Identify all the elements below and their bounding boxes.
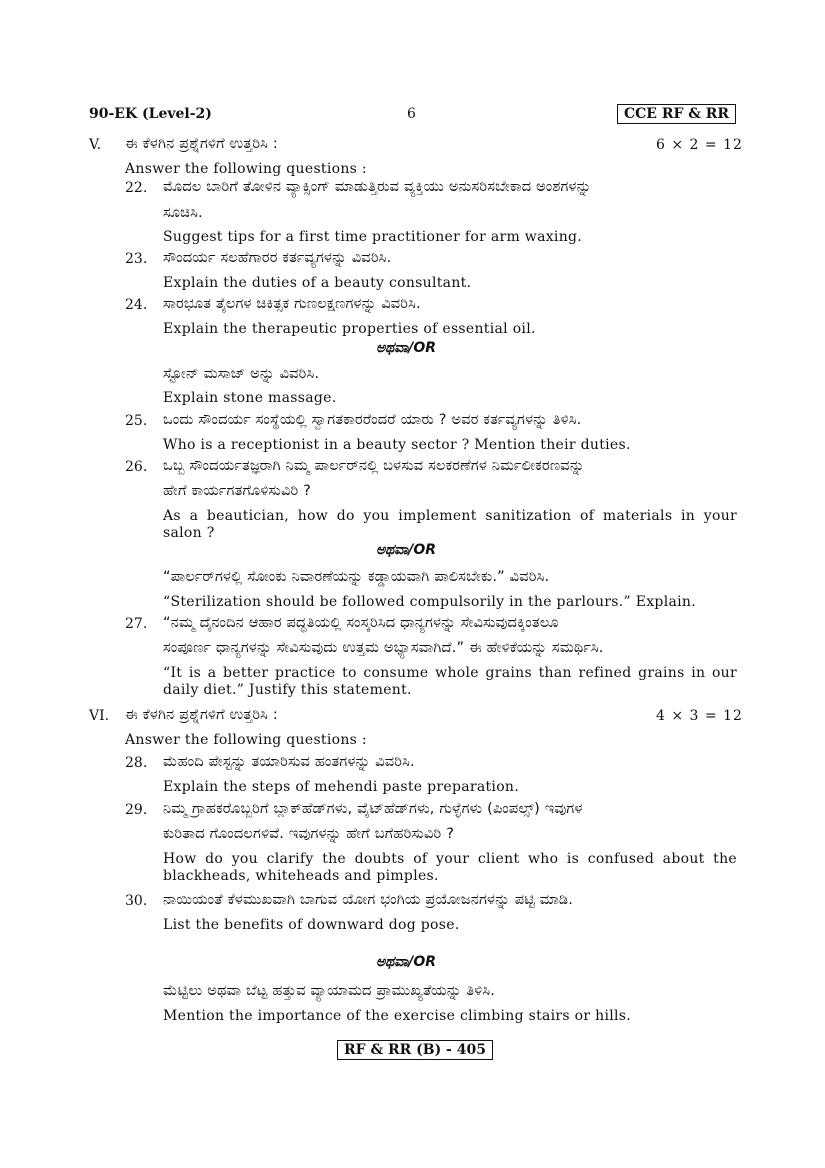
- question-28-en: Explain the steps of mehendi paste preparation.: [163, 779, 519, 795]
- question-30-en: List the benefits of downward dog pose.: [163, 917, 460, 933]
- question-29-kn-line2: ಕುರಿತಾದ ಗೊಂದಲಗಳಿವೆ. ಇವುಗಳನ್ನು ಹೇಗೆ ಬಗೆಹರಿಸುವಿರಿ ?: [163, 826, 455, 842]
- question-29-en: How do you clarify the doubts of your client who is confused about the blackheads, whiteheads and pimples.: [163, 851, 737, 884]
- question-27-en: “It is a better practice to consume whole grains than refined grains in our daily diet.” Justify this statement.: [163, 665, 737, 698]
- question-25-kn: ಒಂದು ಸೌಂದರ್ಯ ಸಂಸ್ಥೆಯಲ್ಲಿ ಸ್ವಾಗತಕಾರರೆಂದರೆ ಯಾರು ? ಅವರ ಕರ್ತವ್ಯಗಳನ್ನು ತಿಳಿಸಿ.: [163, 412, 582, 428]
- question-29-kn-line1: ನಿಮ್ಮ ಗ್ರಾಹಕರೊಬ್ಬರಿಗೆ ಬ್ಲಾಕ್‌ಹೆಡ್‌ಗಳು, ವೈಟ್‌ಹೆಡ್‌ಗಳು, ಗುಳ್ಳೆಗಳು (ಪಿಂಪಲ್ಸ್) ಇವುಗಳ: [163, 801, 583, 817]
- section-v-marks: 6 × 2 = 12: [656, 137, 743, 153]
- question-24-en: Explain the therapeutic properties of essential oil.: [163, 321, 536, 337]
- question-number: 22.: [125, 180, 148, 196]
- or-separator: ಅಥವಾ/OR: [376, 542, 436, 558]
- question-24-kn: ಸಾರಭೂತ ತೈಲಗಳ ಚಿಕಿತ್ಸಕ ಗುಣಲಕ್ಷಣಗಳನ್ನು ವಿವರಿಸಿ.: [163, 296, 421, 312]
- section-v-instruction-en: Answer the following questions :: [125, 161, 367, 177]
- question-27-kn-line1: “ನಮ್ಮ ದೈನಂದಿನ ಆಹಾರ ಪದ್ಧತಿಯಲ್ಲಿ ಸಂಸ್ಕರಿಸಿದ ಧಾನ್ಯಗಳನ್ನು ಸೇವಿಸುವುದಕ್ಕಿಂತಲೂ: [163, 615, 559, 631]
- question-number: 30.: [125, 893, 148, 909]
- question-27-kn-line2: ಸಂಪೂರ್ಣ ಧಾನ್ಯಗಳನ್ನು ಸೇವಿಸುವುದು ಉತ್ತಮ ಅಭ್ಯಾಸವಾಗಿದೆ.” ಈ ಹೇಳಿಕೆಯನ್ನು ಸಮರ್ಥಿಸಿ.: [163, 640, 604, 656]
- or-separator: ಅಥವಾ/OR: [376, 340, 436, 356]
- question-30-alt-kn: ಮೆಟ್ಟಿಲು ಅಥವಾ ಬೆಟ್ಟ ಹತ್ತುವ ವ್ಯಾಯಾಮದ ಪ್ರಾಮುಖ್ಯತೆಯನ್ನು ತಿಳಿಸಿ.: [163, 983, 496, 999]
- footer-page-code: RF & RR (B) - 405: [337, 1040, 493, 1060]
- question-number: 27.: [125, 616, 148, 632]
- question-26-alt-kn: “ಪಾರ್ಲರ್‌ಗಳಲ್ಲಿ ಸೋಂಕು ನಿವಾರಣೆಯನ್ನು ಕಡ್ಡಾಯವಾಗಿ ಪಾಲಿಸಬೇಕು.” ವಿವರಿಸಿ.: [163, 569, 550, 585]
- question-24-alt-en: Explain stone massage.: [163, 390, 337, 406]
- question-number: 26.: [125, 459, 148, 475]
- question-22-en: Suggest tips for a first time practitioner for arm waxing.: [163, 229, 583, 245]
- question-22-kn-line2: ಸೂಚಿಸಿ.: [163, 205, 203, 221]
- or-separator: ಅಥವಾ/OR: [376, 954, 436, 970]
- question-28-kn: ಮೆಹಂದಿ ಪೇಸ್ಟನ್ನು ತಯಾರಿಸುವ ಹಂತಗಳನ್ನು ವಿವರಿಸಿ.: [163, 754, 415, 770]
- question-23-kn: ಸೌಂದರ್ಯ ಸಲಹೆಗಾರರ ಕರ್ತವ್ಯಗಳನ್ನು ವಿವರಿಸಿ.: [163, 250, 392, 266]
- exam-scheme-badge: CCE RF & RR: [617, 104, 736, 124]
- question-25-en: Who is a receptionist in a beauty sector ? Mention their duties.: [163, 437, 631, 453]
- paper-code: 90-EK (Level-2): [89, 106, 212, 122]
- question-30-kn: ನಾಯಿಯಂತೆ ಕೆಳಮುಖವಾಗಿ ಬಾಗುವ ಯೋಗ ಭಂಗಿಯ ಪ್ರಯೋಜನಗಳನ್ನು ಪಟ್ಟಿ ಮಾಡಿ.: [163, 892, 574, 908]
- question-30-alt-en: Mention the importance of the exercise climbing stairs or hills.: [163, 1008, 632, 1024]
- question-number: 28.: [125, 755, 148, 771]
- page-number: 6: [407, 106, 416, 122]
- question-number: 29.: [125, 802, 148, 818]
- section-vi-instruction-kn: ಈ ಕೆಳಗಿನ ಪ್ರಶ್ನೆಗಳಿಗೆ ಉತ್ತರಿಸಿ :: [125, 707, 278, 723]
- question-number: 25.: [125, 413, 148, 429]
- question-26-kn-line1: ಒಬ್ಬ ಸೌಂದರ್ಯತಜ್ಞರಾಗಿ ನಿಮ್ಮ ಪಾರ್ಲರ್‌ನಲ್ಲಿ ಬಳಸುವ ಸಲಕರಣೆಗಳ ನಿರ್ಮಲೀಕರಣವನ್ನು: [163, 458, 585, 474]
- question-number: 24.: [125, 297, 148, 313]
- question-number: 23.: [125, 251, 148, 267]
- question-26-kn-line2: ಹೇಗೆ ಕಾರ್ಯಗತಗೊಳಿಸುವಿರಿ ?: [163, 483, 312, 499]
- section-v-instruction-kn: ಈ ಕೆಳಗಿನ ಪ್ರಶ್ನೆಗಳಿಗೆ ಉತ್ತರಿಸಿ :: [125, 136, 278, 152]
- section-vi-number: VI.: [89, 708, 110, 724]
- section-v-number: V.: [89, 137, 102, 153]
- question-26-alt-en: “Sterilization should be followed compulsorily in the parlours.” Explain.: [163, 594, 696, 610]
- section-vi-instruction-en: Answer the following questions :: [125, 732, 367, 748]
- section-vi-marks: 4 × 3 = 12: [656, 708, 743, 724]
- question-24-alt-kn: ಸ್ಟೋನ್ ಮಸಾಜ್ ಅನ್ನು ವಿವರಿಸಿ.: [163, 366, 320, 382]
- question-22-kn-line1: ಮೊದಲ ಬಾರಿಗೆ ತೋಳಿನ ವ್ಯಾಕ್ಸಿಂಗ್ ಮಾಡುತ್ತಿರುವ ವ್ಯಕ್ತಿಯು ಅನುಸರಿಸಬೇಕಾದ ಅಂಶಗಳನ್ನು: [163, 179, 592, 195]
- question-26-en: As a beautician, how do you implement sanitization of materials in your salon ?: [163, 508, 737, 541]
- question-23-en: Explain the duties of a beauty consultant.: [163, 275, 472, 291]
